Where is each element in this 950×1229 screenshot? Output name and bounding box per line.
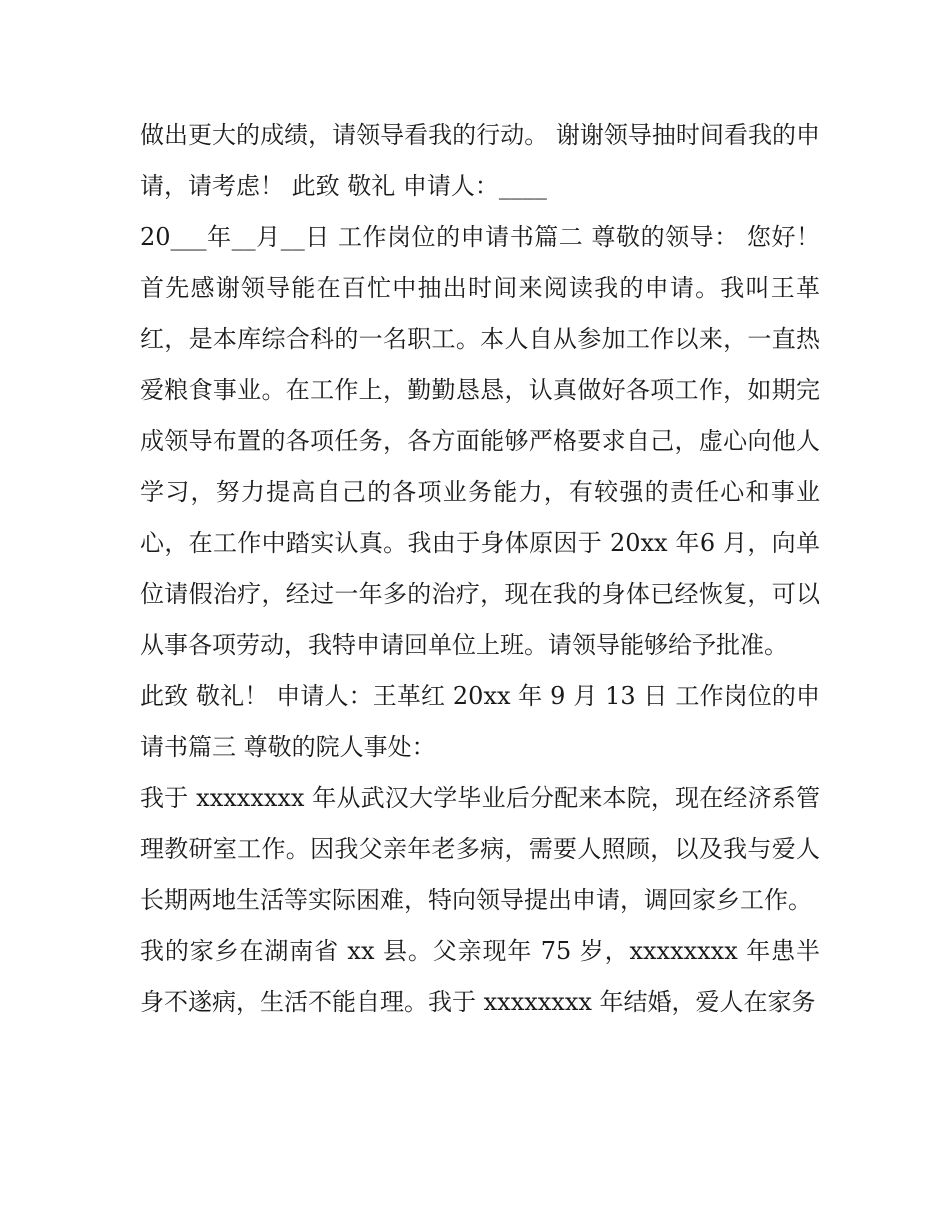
paragraph-signature-two: 此致 敬礼！ 申请人：王革红 20xx 年 9 月 13 日 工作岗位的申请书篇三 尊敬的院人事处： <box>140 682 820 761</box>
paragraph-application-three: 我于 xxxxxxxx 年从武汉大学毕业后分配来本院，现在经济系管理教研室工作。因我父亲年老多病，需要人照顾，以及我与爱人长期两地生活等实际困难，特向领导提出申请，调回家乡工作。 <box>140 784 820 914</box>
document-body <box>140 110 820 1028</box>
paragraph-family-situation: 我的家乡在湖南省 xx 县。父亲现年 75 岁，xxxxxxxx 年患半身不遂病，生活不能自理。我于 xxxxxxxx 年结婚，爱人在家务 <box>140 937 820 1016</box>
paragraph-application-two: 20___年__月__日 工作岗位的申请书篇二 尊敬的领导： 您好！首先感谢领导能在百忙中抽出时间来阅读我的申请。我叫王革红，是本库综合科的一名职工。本人自从参加工作以来，一直热爱粮食事业。在工作上，勤勤恳恳，认真做好各项工作，如期完成领导布置的各项任务，各方面能够严格要求自己，虚心向他人学习，努力提高自己的各项业务能力，有较强的责任心和事业心，在工作中踏实认真。我由于身体原因于 20xx 年6 月，向单位请假治疗，经过一年多的治疗，现在我的身体已经恢复，可以从事各项劳动，我特申请回单位上班。请领导能够给予批准。 <box>140 223 820 659</box>
paragraph-closing: 做出更大的成绩，请领导看我的行动。 谢谢领导抽时间看我的申请，请考虑！ 此致 敬礼 申请人：____ <box>140 121 820 200</box>
